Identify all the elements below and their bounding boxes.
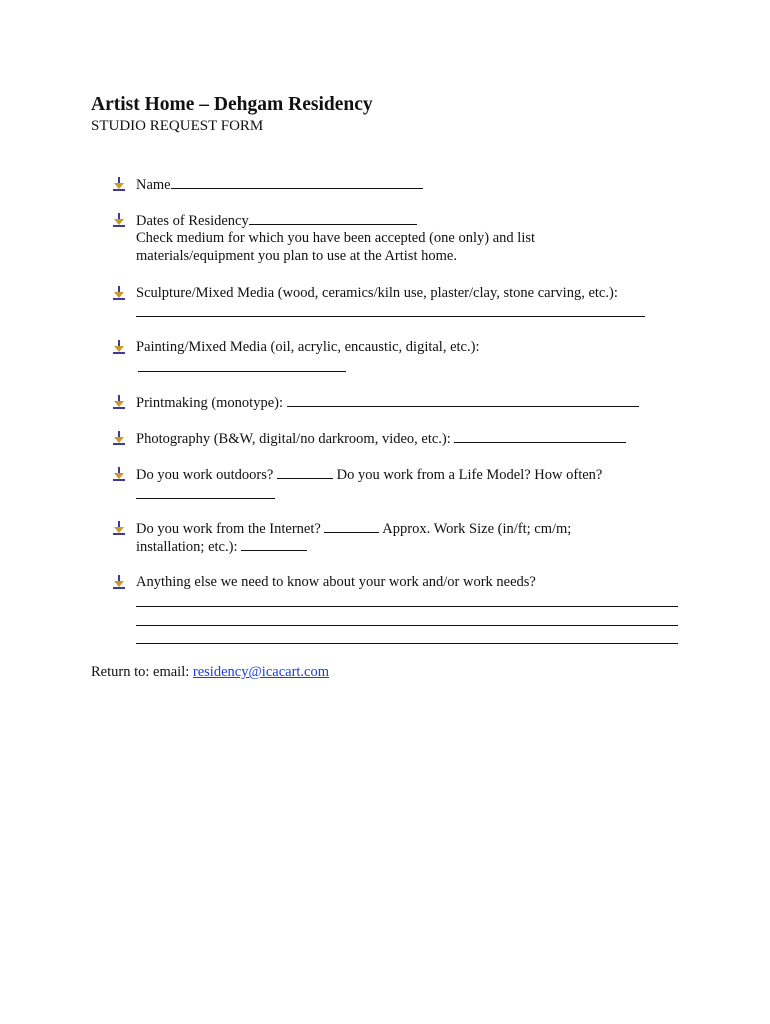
arrow-bullet-icon — [113, 177, 125, 191]
arrow-bullet-icon — [113, 575, 125, 589]
name-field[interactable] — [171, 175, 423, 189]
outdoors-label: Do you work outdoors? — [136, 467, 274, 483]
anything-else-label: Anything else we need to know about your work and/or work needs? — [136, 574, 536, 590]
printmaking-label: Printmaking (monotype): — [136, 395, 283, 411]
painting-label: Painting/Mixed Media (oil, acrylic, encaustic, digital, etc.): — [136, 339, 480, 355]
printmaking-field[interactable] — [287, 393, 639, 407]
life-model-field[interactable] — [136, 498, 275, 499]
outdoors-field[interactable] — [277, 465, 333, 479]
return-to — [91, 664, 329, 681]
installation-label: installation; etc.): — [136, 539, 238, 555]
check-medium-line2: materials/equipment you plan to use at the Artist home. — [136, 248, 457, 264]
photography-label: Photography (B&W, digital/no darkroom, video, etc.): — [136, 431, 451, 447]
work-size-field[interactable] — [241, 537, 307, 551]
arrow-bullet-icon — [113, 431, 125, 445]
arrow-bullet-icon — [113, 521, 125, 535]
anything-else-field-line3[interactable] — [136, 643, 678, 644]
page-subtitle: STUDIO REQUEST FORM — [91, 118, 264, 134]
anything-else-field-line1[interactable] — [136, 606, 678, 607]
sculpture-label: Sculpture/Mixed Media (wood, ceramics/kiln use, plaster/clay, stone carving, etc.): — [136, 285, 618, 301]
page-title: Artist Home – Dehgam Residency — [91, 94, 373, 115]
internet-field[interactable] — [324, 519, 379, 533]
dates-field[interactable] — [249, 211, 417, 225]
anything-else-field-line2[interactable] — [136, 625, 678, 626]
arrow-bullet-icon — [113, 395, 125, 409]
life-model-label: Do you work from a Life Model? How often? — [336, 467, 603, 483]
arrow-bullet-icon — [113, 340, 125, 354]
arrow-bullet-icon — [113, 467, 125, 481]
name-label: Name — [136, 177, 171, 193]
dates-label: Dates of Residency — [136, 213, 249, 229]
photography-field[interactable] — [454, 429, 626, 443]
arrow-bullet-icon — [113, 286, 125, 300]
painting-field[interactable] — [138, 371, 346, 372]
internet-label: Do you work from the Internet? — [136, 521, 321, 537]
email-link[interactable]: residency@icacart.com — [192, 664, 330, 680]
check-medium-line1: Check medium for which you have been accepted (one only) and list — [136, 230, 536, 246]
work-size-label: Approx. Work Size (in/ft; cm/m; — [382, 521, 572, 537]
arrow-bullet-icon — [113, 213, 125, 227]
return-label: Return to: email: — [91, 664, 190, 680]
sculpture-field[interactable] — [136, 316, 645, 317]
